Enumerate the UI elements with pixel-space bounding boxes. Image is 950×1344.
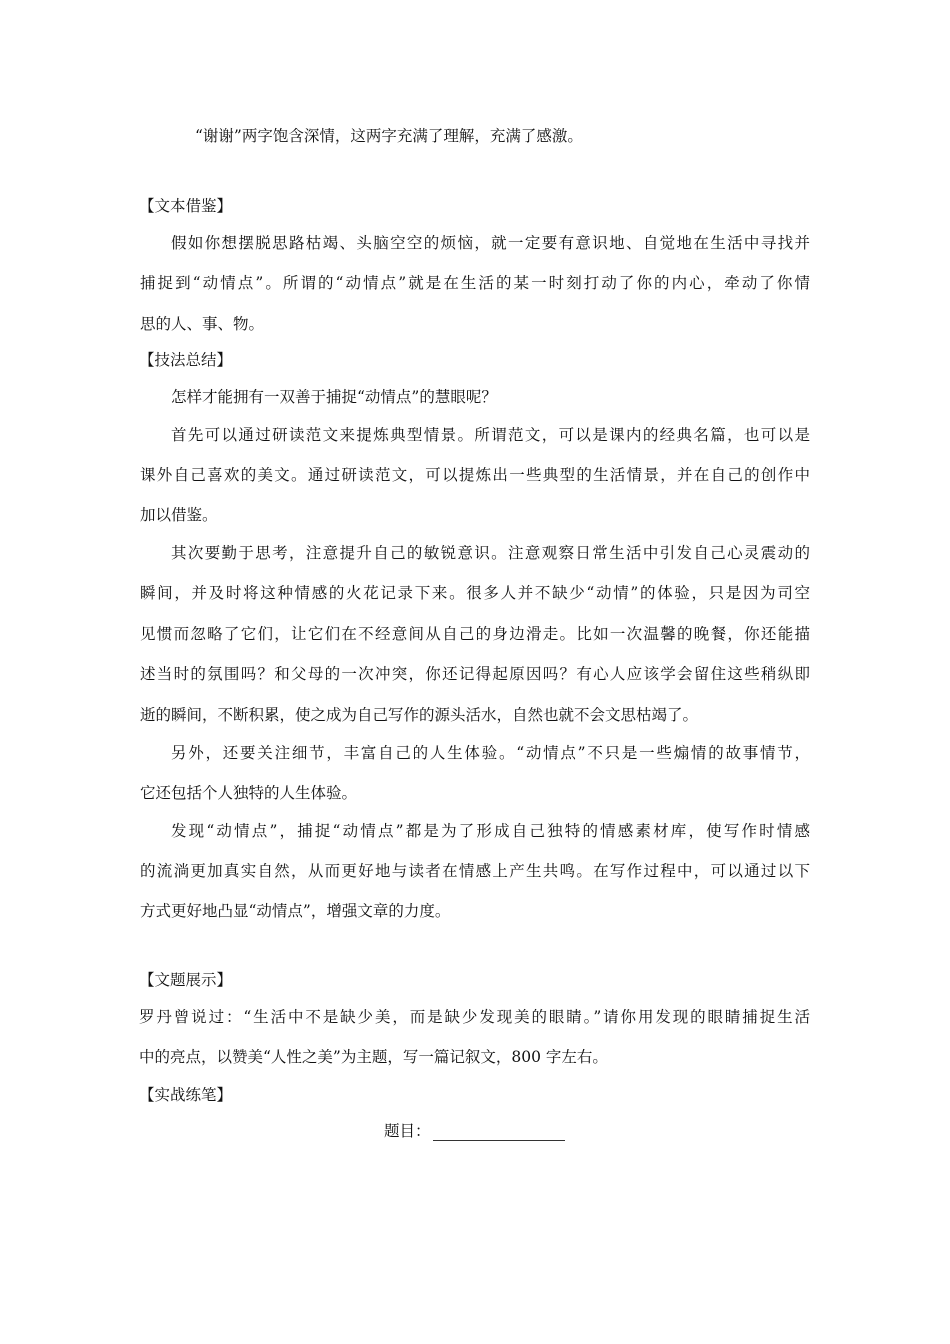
jifa-para1-line-1: 首先可以通过研读范文来提炼典型情景。所谓范文，可以是课内的经典名篇，也可以是 [171,426,810,444]
wenti-line-1: 罗丹曾说过：“生活中不是缺少美，而是缺少发现美的眼睛。”请你用发现的眼睛捕捉生活 [139,1008,810,1026]
title-label: 题目： [384,1122,431,1140]
jifa-para2-line-2: 瞬间，并及时将这种情感的火花记录下来。很多人并不缺少“动情”的体验，只是因为司空 [140,584,810,602]
heading-wenben-jiejian: 【文本借鉴】 [139,197,233,215]
jifa-para1-line-3: 加以借鉴。 [140,506,218,524]
title-blank-line [433,1124,565,1141]
wenben-line-1: 假如你想摆脱思路枯竭、头脑空空的烦恼，就一定要有意识地、自觉地在生活中寻找并 [171,234,810,252]
wenben-line-2: 捕捉到“动情点”。所谓的“动情点”就是在生活的某一时刻打动了你的内心，牵动了你情 [140,274,810,292]
jifa-para2-line-5: 逝的瞬间，不断积累，使之成为自己写作的源头活水，自然也就不会文思枯竭了。 [140,706,699,724]
heading-wenti-zhanshi: 【文题展示】 [139,971,233,989]
jifa-para3-line-2: 它还包括个人独特的人生体验。 [140,784,358,802]
quote-line: “谢谢”两字饱含深情，这两字充满了理解，充满了感激。 [195,127,583,145]
jifa-para2-line-1: 其次要勤于思考，注意提升自己的敏锐意识。注意观察日常生活中引发自己心灵震动的 [171,544,810,562]
heading-shizhan-lianbi: 【实战练笔】 [139,1086,233,1104]
jifa-question: 怎样才能拥有一双善于捕捉“动情点”的慧眼呢？ [171,388,497,406]
jifa-para2-line-3: 见惯而忽略了它们，让它们在不经意间从自己的身边滑走。比如一次温馨的晚餐，你还能描 [140,625,810,643]
jifa-para3-line-1: 另外，还要关注细节，丰富自己的人生体验。“动情点”不只是一些煽情的故事情节， [171,744,810,762]
wenti-line-2: 中的亮点，以赞美“人性之美”为主题，写一篇记叙文，800 字左右。 [139,1048,608,1066]
jifa-para1-line-2: 课外自己喜欢的美文。通过研读范文，可以提炼出一些典型的生活情景，并在自己的创作中 [140,466,810,484]
heading-jifa-zongjie: 【技法总结】 [139,351,233,369]
jifa-para4-line-3: 方式更好地凸显“动情点”，增强文章的力度。 [140,902,451,920]
jifa-para2-line-4: 述当时的氛围吗？和父母的一次冲突，你还记得起原因吗？有心人应该学会留住这些稍纵即 [140,665,810,683]
wenben-line-3: 思的人、事、物。 [140,315,265,333]
jifa-para4-line-2: 的流淌更加真实自然，从而更好地与读者在情感上产生共鸣。在写作过程中，可以通过以下 [140,862,810,880]
jifa-para4-line-1: 发现“动情点”，捕捉“动情点”都是为了形成自己独特的情感素材库，使写作时情感 [171,822,810,840]
title-field [384,1121,565,1141]
